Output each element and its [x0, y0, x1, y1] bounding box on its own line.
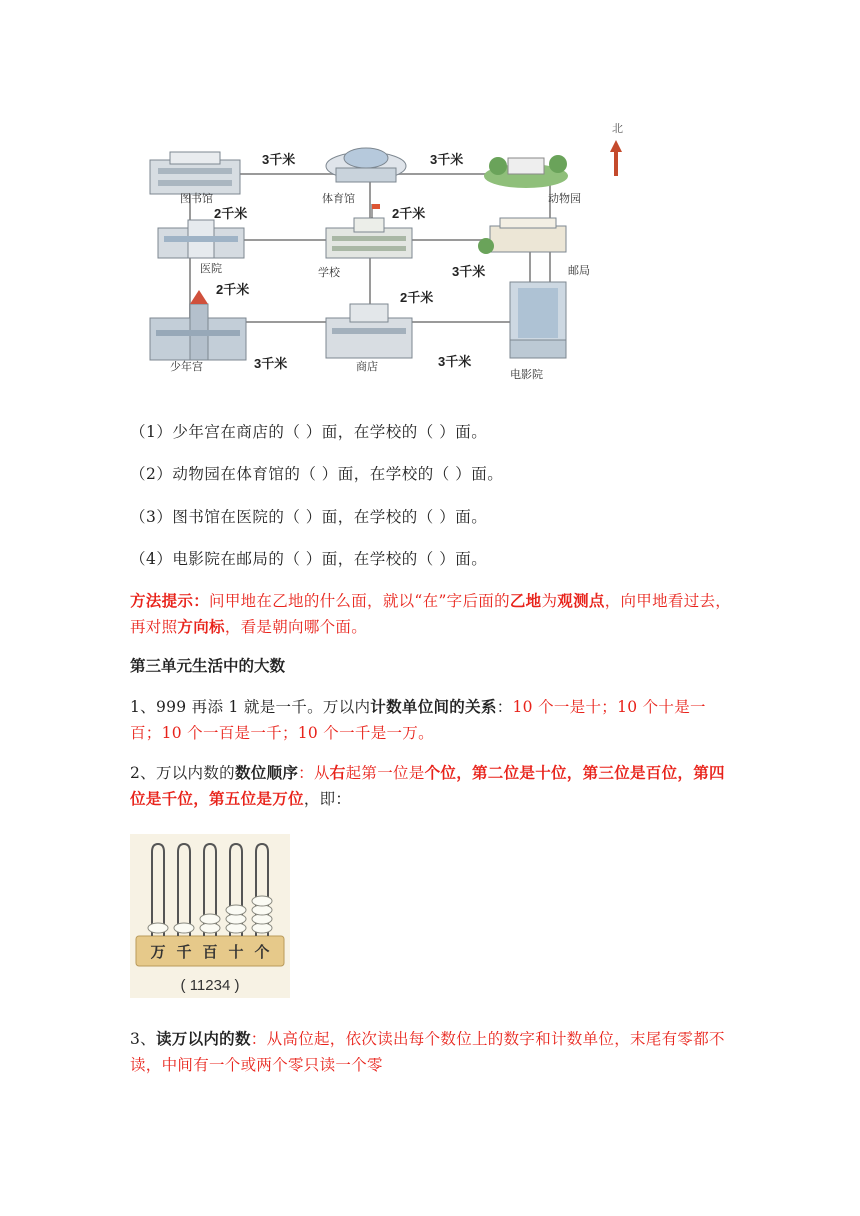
abacus-bead [226, 905, 246, 915]
question-2: （2）动物园在体育馆的（ ）面，在学校的（ ）面。 [130, 465, 504, 483]
hospital-building [158, 220, 244, 258]
abacus-place-label: 百 [202, 943, 218, 961]
abacus-bead [200, 914, 220, 924]
library-building [150, 152, 240, 194]
abacus-caption: ( 11234 ) [180, 977, 240, 994]
abacus-rod [178, 844, 190, 936]
distance-library-gym: 3千米 [262, 152, 296, 167]
paragraph-3: 3、读万以内的数：从高位起，依次读出每个数位上的数字和计数单位，末尾有零都不读，中间有一个或两个零只读一个零 [130, 1029, 725, 1074]
zoo-building [484, 155, 568, 188]
paragraph-2: 2、万以内数的数位顺序：从右起第一位是个位，第二位是十位，第三位是百位，第四位是千位，第五位是万位，即： [130, 763, 725, 808]
distance-library-hospital: 2千米 [214, 206, 248, 221]
distance-gym-zoo: 3千米 [430, 152, 464, 167]
distance-hospital-youth: 2千米 [216, 282, 250, 297]
distance-school-store: 2千米 [400, 290, 434, 305]
gym-building [326, 148, 406, 182]
cinema-building [510, 282, 566, 358]
abacus-place-label: 十 [228, 943, 244, 961]
youth-palace-label: 少年宫 [170, 360, 203, 373]
abacus-place-label: 万 [150, 943, 166, 961]
school-label: 学校 [318, 266, 340, 279]
paragraph-1: 1、999 再添 1 就是一千。万以内计数单位间的关系：10 个一是十；10 个十是一百；10 个一百是一千；10 个一千是一万。 [130, 697, 706, 742]
youth-palace-building [150, 290, 246, 360]
abacus-place-label: 个 [254, 943, 270, 961]
tip-label: 方法提示： [130, 591, 210, 610]
north-arrow-icon [610, 140, 622, 176]
post-office-building [478, 218, 566, 254]
distance-youth-store: 3千米 [254, 356, 288, 371]
gym-label: 体育馆 [322, 192, 355, 205]
store-building [326, 304, 412, 358]
question-4: （4）电影院在邮局的（ ）面，在学校的（ ）面。 [130, 550, 488, 568]
distance-gym-school: 2千米 [392, 206, 426, 221]
distance-store-cinema: 3千米 [438, 354, 472, 369]
cinema-label: 电影院 [510, 368, 543, 381]
method-tip: 方法提示：问甲地在乙地的什么面，就以“在”字后面的乙地为观测点，向甲地看过去，再对照方向标，看是朝向哪个面。 [130, 591, 732, 636]
abacus-figure [130, 834, 290, 998]
north-label: 北 [612, 122, 623, 135]
abacus-place-label: 千 [176, 943, 192, 961]
store-label: 商店 [356, 360, 378, 373]
section-title: 第三单元生活中的大数 [130, 656, 286, 675]
zoo-label: 动物园 [548, 192, 581, 205]
library-label: 图书馆 [180, 192, 213, 205]
post-office-label: 邮局 [568, 264, 590, 277]
abacus-bead [148, 923, 168, 933]
abacus-rod [152, 844, 164, 936]
question-3: （3）图书馆在医院的（ ）面，在学校的（ ）面。 [130, 508, 488, 526]
hospital-label: 医院 [200, 262, 222, 275]
distance-school-post: 3千米 [452, 264, 486, 279]
abacus-bead [252, 896, 272, 906]
direction-map [130, 112, 626, 388]
question-1: （1）少年宫在商店的（ ）面，在学校的（ ）面。 [130, 423, 488, 441]
abacus-bead [174, 923, 194, 933]
